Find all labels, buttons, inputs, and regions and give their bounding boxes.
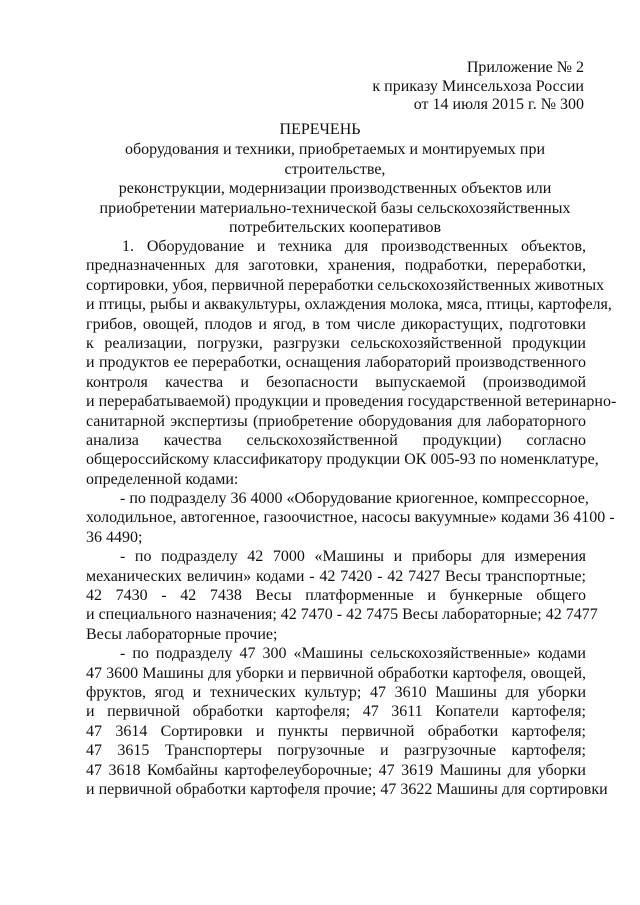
subtitle-line: оборудования и техники, приобретаемых и монтируемых при строительстве, (124, 141, 545, 178)
subtitle-line: потребительских кооперативов (228, 219, 442, 236)
document-body (86, 237, 617, 799)
text-line: и специального назначения; 42 7470 - 42 7475 Весы лабораторные; 42 7477 (86, 606, 598, 624)
text-line: и первичной обработки картофеля прочие; 47 3622 Машины для сортировки (86, 780, 608, 798)
text-line: санитарной экспертизы (приобретение оборудования для лабораторного (86, 412, 586, 430)
paragraph-2 (86, 489, 615, 547)
text-line: определенной кодами: (86, 470, 239, 488)
text-line: фруктов, ягод и технических культур; 47 3610 Машины для уборки (86, 683, 586, 701)
text-line: Весы лабораторные прочие; (86, 625, 278, 643)
text-line: 47 3618 Комбайны картофелеуборочные; 47 3619 Машины для уборки (86, 761, 586, 779)
text-line: анализа качества сельскохозяйственной продукции) согласно (86, 431, 586, 449)
text-line: холодильное, автогенное, газоочистное, насосы вакуумные» кодами 36 4100 - (86, 509, 615, 527)
text-line: грибов, овощей, плодов и ягод, в том числе дикорастущих, подготовки (86, 315, 586, 333)
text-line: и птицы, рыбы и аквакультуры, охлаждения молока, мяса, птицы, картофеля, (86, 296, 612, 314)
document-title: ПЕРЕЧЕНЬ (279, 121, 361, 138)
text-line: к реализации, погрузки, разгрузки сельскохозяйственной продукции (86, 334, 586, 352)
text-line: предназначенных для заготовки, хранения, подработки, переработки, (86, 257, 586, 275)
text-line: - по подразделу 36 4000 «Оборудование криогенное, компрессорное, (120, 490, 589, 508)
order-reference: к приказу Минсельхоза России (372, 77, 584, 95)
paragraph-3 (86, 547, 598, 644)
order-date: от 14 июля 2015 г. № 300 (413, 96, 584, 113)
text-line: 47 3614 Сортировки и пункты первичной обработки картофеля; (86, 722, 586, 740)
text-line: - по подразделу 47 300 «Машины сельскохозяйственные» кодами (120, 645, 586, 663)
text-line: и первичной обработки картофеля; 47 3611 Копатели картофеля; (86, 703, 586, 721)
text-line: сортировки, убоя, первичной переработки сельскохозяйственных животных (86, 276, 605, 294)
appendix-header (372, 59, 584, 115)
text-line: 42 7430 - 42 7438 Весы платформенные и бункерные общего (86, 587, 586, 605)
paragraph-1 (86, 237, 617, 489)
text-line: 47 3600 Машины для уборки и первичной обработки картофеля, овощей, (86, 664, 586, 682)
text-line: 36 4490; (86, 528, 143, 546)
text-line: 1. Оборудование и техника для производственных объектов, (122, 238, 586, 255)
subtitle-line: реконструкции, модернизации производственных объектов или (118, 180, 552, 197)
text-line: и продуктов ее переработки, оснащения лабораторий производственного (86, 354, 586, 372)
text-line: механических величин» кодами - 42 7420 - 42 7427 Весы транспортные; (86, 567, 586, 585)
text-line: общероссийскому классификатору продукции ОК 005-93 по номенклатуре, (86, 451, 599, 469)
appendix-number: Приложение № 2 (466, 59, 584, 76)
text-line: 47 3615 Транспортеры погрузочные и разгрузочные картофеля; (86, 742, 586, 760)
document-subtitle (80, 140, 590, 238)
text-line: контроля качества и безопасности выпускаемой (производимой (86, 373, 586, 391)
subtitle-line: приобретении материально-технической базы сельскохозяйственных (99, 199, 571, 217)
paragraph-4 (86, 644, 608, 799)
text-line: - по подразделу 42 7000 «Машины и приборы для измерения (120, 548, 586, 566)
text-line: и перерабатываемой) продукции и проведения государственной ветеринарно- (86, 393, 617, 411)
